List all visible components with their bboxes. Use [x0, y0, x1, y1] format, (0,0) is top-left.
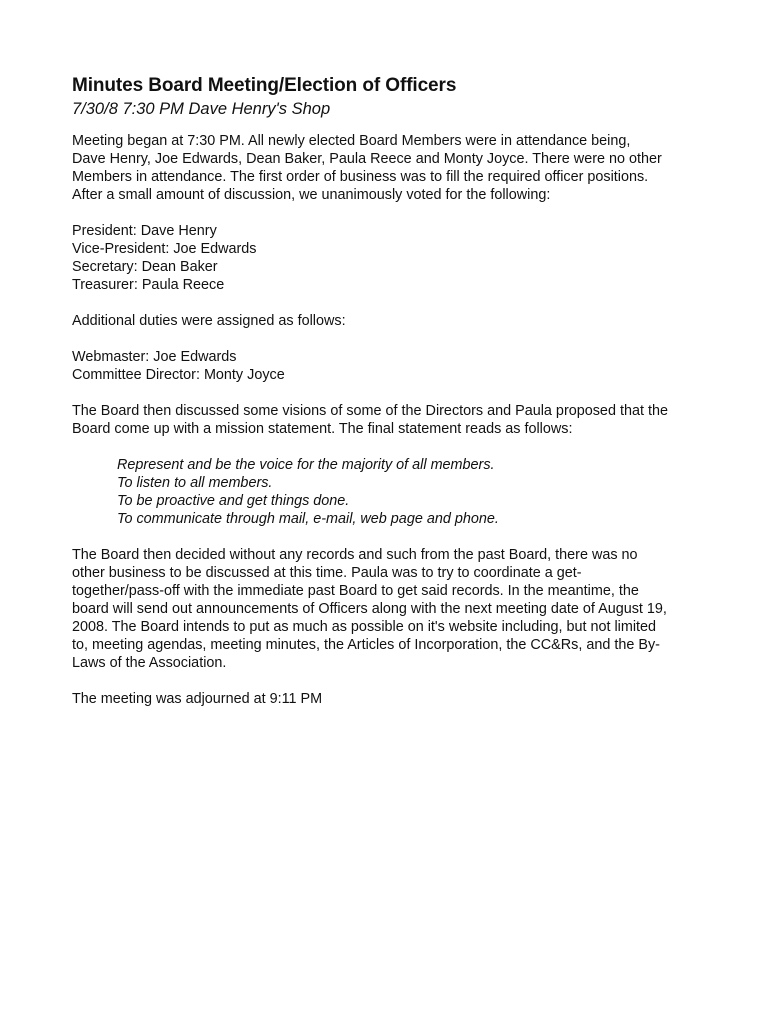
additional-duties-intro: Additional duties were assigned as follows:	[72, 313, 346, 329]
document-title: Minutes Board Meeting/Election of Officers	[72, 75, 457, 96]
officer-treasurer: Treasurer: Paula Reece	[72, 277, 225, 293]
paragraph-line: board will send out announcements of Officers along with the next meeting date of August 19,	[72, 601, 667, 617]
officer-vice-president: Vice-President: Joe Edwards	[72, 241, 257, 257]
paragraph-line: Dave Henry, Joe Edwards, Dean Baker, Paula Reece and Monty Joyce. There were no other	[72, 151, 662, 167]
paragraph-line: to, meeting agendas, meeting minutes, the Articles of Incorporation, the CC&Rs, and the By-	[72, 637, 660, 653]
paragraph-line: The Board then decided without any records and such from the past Board, there was no	[72, 547, 638, 563]
opening-paragraph	[72, 132, 712, 204]
paragraph-line: Meeting began at 7:30 PM. All newly elected Board Members were in attendance being,	[72, 133, 631, 149]
adjournment-note: The meeting was adjourned at 9:11 PM	[72, 691, 323, 707]
mission-line: To communicate through mail, e-mail, web page and phone.	[117, 511, 499, 527]
mission-line: To be proactive and get things done.	[117, 493, 350, 509]
mission-statement	[117, 456, 712, 528]
duty-webmaster: Webmaster: Joe Edwards	[72, 349, 237, 365]
paragraph-line: 2008. The Board intends to put as much as possible on it's website including, but not limited	[72, 619, 657, 635]
mission-line: To listen to all members.	[117, 475, 273, 491]
officer-president: President: Dave Henry	[72, 223, 217, 239]
paragraph-line: Board come up with a mission statement. The final statement reads as follows:	[72, 421, 573, 437]
paragraph-line: Members in attendance. The first order of business was to fill the required officer positions.	[72, 169, 649, 185]
duty-committee-director: Committee Director: Monty Joyce	[72, 367, 285, 383]
paragraph-line: other business to be discussed at this time. Paula was to try to coordinate a get-	[72, 565, 582, 581]
vision-paragraph	[72, 402, 712, 438]
paragraph-line: Laws of the Association.	[72, 655, 227, 671]
closing-paragraph	[72, 546, 712, 672]
meeting-date-location: 7/30/8 7:30 PM Dave Henry's Shop	[72, 100, 331, 118]
paragraph-line: After a small amount of discussion, we unanimously voted for the following:	[72, 187, 551, 203]
paragraph-line: The Board then discussed some visions of some of the Directors and Paula proposed that the	[72, 403, 668, 419]
officer-list	[72, 222, 712, 294]
paragraph-line: together/pass-off with the immediate past Board to get said records. In the meantime, the	[72, 583, 639, 599]
officer-secretary: Secretary: Dean Baker	[72, 259, 218, 275]
additional-duties-list	[72, 348, 712, 384]
document-page	[72, 74, 712, 726]
mission-line: Represent and be the voice for the majority of all members.	[117, 457, 495, 473]
